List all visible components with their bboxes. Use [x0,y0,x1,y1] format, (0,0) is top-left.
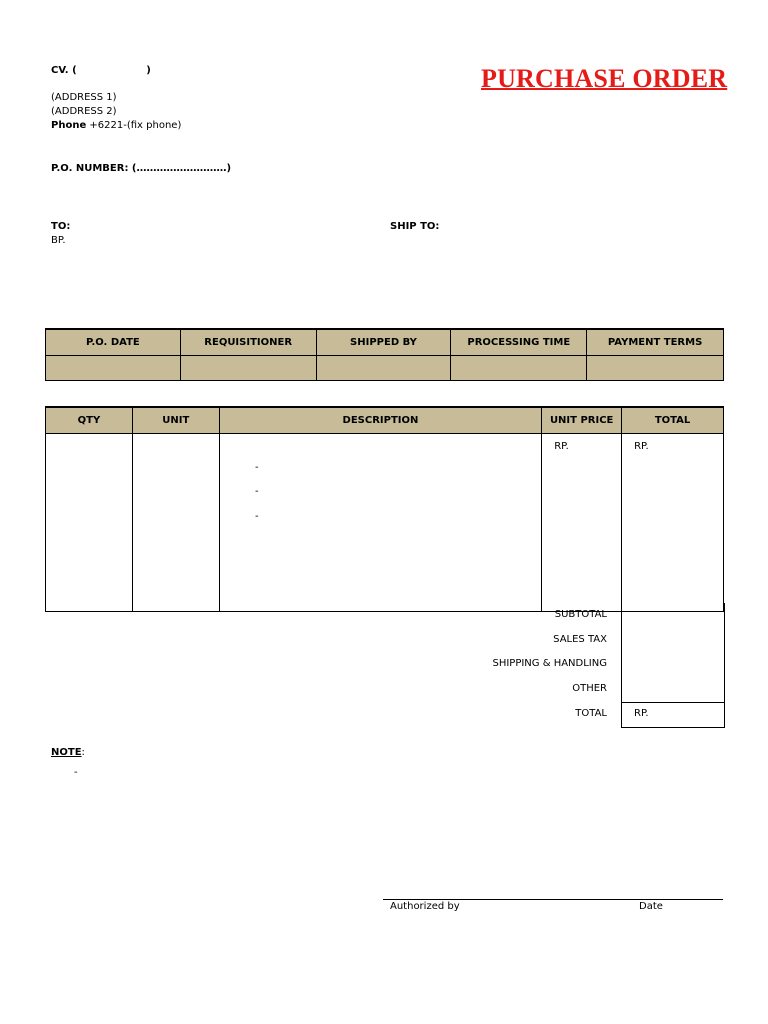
payment-terms-header: PAYMENT TERMS [587,329,724,356]
requisitioner-header: REQUISITIONER [180,329,316,356]
ship-to-label: SHIP TO: [390,221,440,232]
shipping-handling-label: SHIPPING & HANDLING [492,658,607,669]
description-bullet: - [255,486,259,497]
description-cell[interactable] [219,434,541,612]
total-value-box[interactable] [621,702,725,728]
authorized-by-label: Authorized by [390,901,460,912]
company-name: CV. ( ) [51,65,151,76]
total-value: RP. [634,708,649,719]
other-label: OTHER [572,683,607,694]
unit-price-prefix: RP. [554,441,569,452]
requisitioner-cell[interactable] [180,356,316,381]
phone-line [51,120,181,131]
note-label: NOTE [51,747,82,758]
po-date-header: P.O. DATE [46,329,181,356]
description-bullet: - [255,511,259,522]
subtotal-label: SUBTOTAL [554,609,607,620]
items-table [45,406,724,612]
unit-price-header: UNIT PRICE [542,407,622,434]
po-date-cell[interactable] [46,356,181,381]
payment-terms-cell[interactable] [587,356,724,381]
description-header: DESCRIPTION [219,407,541,434]
to-value: BP. [51,235,66,246]
note-heading [51,747,85,758]
unit-cell[interactable] [132,434,219,612]
unit-price-cell[interactable] [542,434,622,612]
note-colon: : [81,747,85,758]
po-number: P.O. NUMBER: (………………………) [51,163,232,174]
processing-time-cell[interactable] [451,356,587,381]
date-label: Date [639,901,663,912]
qty-cell[interactable] [46,434,133,612]
summary-values-box[interactable] [621,603,725,702]
shipped-by-cell[interactable] [316,356,451,381]
address-line-1: (ADDRESS 1) [51,92,117,103]
total-label: TOTAL [575,708,607,719]
total-prefix: RP. [634,441,649,452]
address-line-2: (ADDRESS 2) [51,106,117,117]
description-bullet: - [255,462,259,473]
order-info-table [45,328,724,381]
qty-header: QTY [46,407,133,434]
note-bullet: - [74,767,78,778]
document-title: PURCHASE ORDER [481,64,728,93]
phone-label: Phone [51,120,87,131]
phone-value: +6221-(fix phone) [86,120,182,131]
shipped-by-header: SHIPPED BY [316,329,451,356]
sales-tax-label: SALES TAX [553,634,607,645]
processing-time-header: PROCESSING TIME [451,329,587,356]
total-header: TOTAL [622,407,724,434]
unit-header: UNIT [132,407,219,434]
signature-line [383,899,723,900]
total-cell[interactable] [622,434,724,612]
to-label: TO: [51,221,71,232]
